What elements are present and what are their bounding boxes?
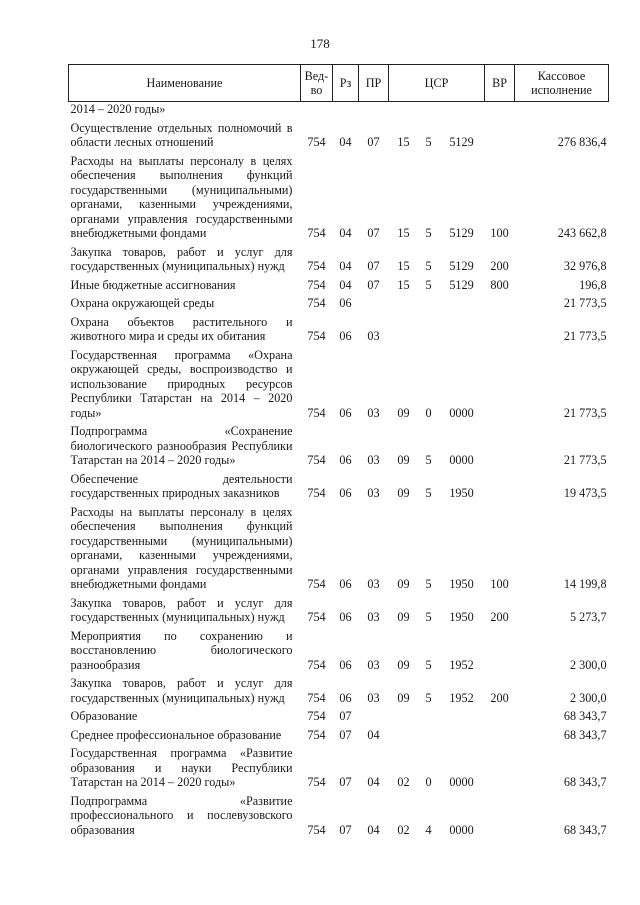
- table-row: [69, 311, 609, 344]
- row-csr-direction: 5129: [449, 277, 474, 292]
- row-rz: 07: [339, 822, 352, 837]
- row-csr-program: 02: [397, 822, 410, 837]
- row-amount: 68 343,7: [563, 775, 607, 789]
- row-name: Подпрограмма «Сохранение биологического разнообразия Республики Татарстан на 2014 – 2020 годы»: [70, 424, 293, 467]
- row-amount: 32 976,8: [563, 259, 607, 273]
- row-rz: 07: [339, 709, 352, 723]
- row-rz: 06: [339, 405, 352, 420]
- row-vr: [485, 724, 515, 743]
- row-ved: 754: [307, 405, 326, 420]
- row-csr-subprogram: 5: [425, 277, 432, 292]
- row-vr: 800: [490, 277, 509, 292]
- row-pr: 03: [367, 690, 380, 705]
- row-name: Государственная программа «Охрана окружающей среды, воспроизводство и использование природных ресурсов Республики Татарстан на 2014 – 2020 годы»: [70, 347, 293, 420]
- row-csr-direction: 5129: [449, 259, 474, 273]
- row-csr-direction: 1952: [449, 657, 474, 672]
- row-pr: 04: [367, 727, 380, 742]
- row-csr-subprogram: 5: [425, 226, 432, 240]
- row-ved: 754: [307, 709, 326, 723]
- row-csr-direction: [439, 705, 485, 724]
- row-rz: 06: [339, 329, 352, 343]
- row-csr-program: 15: [397, 277, 410, 292]
- row-csr-subprogram: 5: [425, 135, 432, 149]
- row-vr: 100: [490, 226, 509, 240]
- table-row: [69, 742, 609, 790]
- row-name: Расходы на выплаты персоналу в целях обеспечения выполнения функций государственными (муниципальными) органами, казенными учреждениями, органами управления государственными внебюджетными фондами: [70, 153, 293, 240]
- row-csr-subprogram: [419, 705, 439, 724]
- header-name: Наименование: [69, 65, 301, 102]
- row-amount: 68 343,7: [563, 709, 607, 723]
- row-name: Иные бюджетные ассигнования: [70, 277, 236, 292]
- row-name: Осуществление отдельных полномочий в области лесных отношений: [70, 120, 293, 149]
- row-csr-direction: 1950: [449, 610, 474, 624]
- row-csr-subprogram: 5: [425, 259, 432, 273]
- row-csr-subprogram: 0: [425, 775, 432, 789]
- row-csr-direction: 1950: [449, 577, 474, 591]
- table-row: [69, 790, 609, 838]
- row-ved: 754: [307, 690, 326, 705]
- row-amount: 5 273,7: [569, 610, 607, 624]
- row-csr-program: [389, 724, 419, 743]
- row-csr-program: 09: [397, 657, 410, 672]
- row-amount: 68 343,7: [563, 727, 607, 742]
- row-pr: 04: [367, 822, 380, 837]
- row-csr-program: 15: [397, 135, 410, 149]
- header-vr: ВР: [485, 65, 515, 102]
- row-amount: 21 773,5: [563, 405, 607, 420]
- header-ved: Вед-во: [301, 65, 333, 102]
- row-amount: 243 662,8: [557, 226, 607, 240]
- row-ved: 754: [307, 296, 326, 310]
- row-csr-direction: 0000: [449, 405, 474, 420]
- row-vr: 200: [490, 259, 509, 273]
- row-vr: [485, 468, 515, 501]
- row-vr: 200: [490, 690, 509, 705]
- row-pr: 07: [367, 135, 380, 149]
- table-row: [69, 117, 609, 150]
- row-csr-program: 15: [397, 259, 410, 273]
- header-amount: Кассовое исполнение: [515, 65, 609, 102]
- row-vr: 200: [490, 610, 509, 624]
- row-csr-program: [389, 311, 419, 344]
- row-csr-direction: [439, 724, 485, 743]
- row-csr-program: 09: [397, 486, 410, 500]
- row-csr-subprogram: [419, 292, 439, 311]
- row-vr: [485, 344, 515, 421]
- row-pr: 03: [367, 329, 380, 343]
- row-csr-program: 15: [397, 226, 410, 240]
- row-vr: [485, 420, 515, 468]
- row-name: Расходы на выплаты персоналу в целях обеспечения выполнения функций государственными (муниципальными) органами, казенными учреждениями, органами управления государственными внебюджетными фондами: [70, 504, 293, 591]
- continuation-text: 2014 – 2020 годы»: [70, 102, 166, 116]
- continuation-row: [69, 102, 609, 117]
- row-pr: 07: [367, 259, 380, 273]
- row-ved: 754: [307, 577, 326, 591]
- row-csr-program: 09: [397, 610, 410, 624]
- row-name: Образование: [70, 709, 138, 723]
- row-ved: 754: [307, 135, 326, 149]
- table-row: [69, 241, 609, 274]
- row-ved: 754: [307, 486, 326, 500]
- row-csr-direction: 1952: [449, 690, 474, 705]
- row-vr: [485, 311, 515, 344]
- page-number: 178: [310, 36, 330, 51]
- row-csr-program: 09: [397, 405, 410, 420]
- row-rz: 06: [339, 296, 352, 310]
- row-csr-subprogram: 4: [425, 822, 432, 837]
- row-pr: 03: [367, 453, 380, 467]
- row-ved: 754: [307, 610, 326, 624]
- row-ved: 754: [307, 329, 326, 343]
- row-rz: 04: [339, 259, 352, 273]
- row-pr: 03: [367, 577, 380, 591]
- row-vr: [485, 742, 515, 790]
- row-ved: 754: [307, 277, 326, 292]
- row-csr-direction: 0000: [449, 822, 474, 837]
- table-row: [69, 150, 609, 241]
- row-rz: 06: [339, 486, 352, 500]
- header-pr: ПР: [359, 65, 389, 102]
- row-pr: 04: [367, 775, 380, 789]
- row-name: Закупка товаров, работ и услуг для государственных (муниципальных) нужд: [70, 676, 293, 705]
- row-rz: 06: [339, 453, 352, 467]
- header-rz: Рз: [333, 65, 359, 102]
- row-csr-subprogram: 5: [425, 657, 432, 672]
- row-amount: 2 300,0: [569, 690, 607, 705]
- row-name: Охрана окружающей среды: [70, 296, 215, 310]
- row-vr: [485, 117, 515, 150]
- table-header: [69, 65, 609, 102]
- table-row: [69, 705, 609, 724]
- table-row: [69, 420, 609, 468]
- row-amount: 68 343,7: [563, 822, 607, 837]
- row-csr-program: 02: [397, 775, 410, 789]
- row-amount: 196,8: [579, 277, 607, 292]
- row-csr-direction: 0000: [449, 453, 474, 467]
- row-vr: [485, 705, 515, 724]
- row-csr-program: [389, 292, 419, 311]
- row-pr: [359, 705, 389, 724]
- row-rz: 04: [339, 277, 352, 292]
- row-ved: 754: [307, 226, 326, 240]
- table-row: [69, 672, 609, 705]
- row-name: Мероприятия по сохранению и восстановлению биологического разнообразия: [70, 628, 293, 672]
- row-pr: 03: [367, 610, 380, 624]
- row-csr-direction: 5129: [449, 135, 474, 149]
- row-name: Охрана объектов растительного и животного мира и среды их обитания: [70, 314, 293, 343]
- row-ved: 754: [307, 453, 326, 467]
- row-name: Закупка товаров, работ и услуг для государственных (муниципальных) нужд: [70, 244, 293, 273]
- row-pr: [359, 292, 389, 311]
- row-pr: 03: [367, 486, 380, 500]
- row-vr: [485, 790, 515, 838]
- row-vr: [485, 625, 515, 673]
- table-row: [69, 292, 609, 311]
- row-csr-subprogram: 5: [425, 690, 432, 705]
- row-csr-subprogram: [419, 724, 439, 743]
- header-csr: ЦСР: [389, 65, 485, 102]
- row-csr-subprogram: [419, 311, 439, 344]
- row-name: Обеспечение деятельности государственных природных заказников: [70, 471, 293, 500]
- row-rz: 06: [339, 690, 352, 705]
- row-vr: [485, 292, 515, 311]
- table-row: [69, 501, 609, 592]
- row-csr-program: 09: [397, 577, 410, 591]
- row-vr: 100: [490, 577, 509, 591]
- row-amount: 19 473,5: [563, 486, 607, 500]
- row-ved: 754: [307, 727, 326, 742]
- row-pr: 07: [367, 277, 380, 292]
- row-csr-direction: [439, 292, 485, 311]
- row-name: Среднее профессиональное образование: [70, 727, 282, 742]
- row-ved: 754: [307, 775, 326, 789]
- budget-table: [68, 64, 609, 837]
- row-amount: 276 836,4: [557, 135, 607, 149]
- row-csr-subprogram: 5: [425, 610, 432, 624]
- row-csr-program: [389, 705, 419, 724]
- row-pr: 07: [367, 226, 380, 240]
- row-ved: 754: [307, 657, 326, 672]
- row-pr: 03: [367, 657, 380, 672]
- row-csr-direction: 1950: [449, 486, 474, 500]
- row-csr-subprogram: 0: [425, 405, 432, 420]
- row-csr-direction: [439, 311, 485, 344]
- row-rz: 06: [339, 657, 352, 672]
- row-csr-subprogram: 5: [425, 577, 432, 591]
- row-name: Государственная программа «Развитие образования и науки Республики Татарстан на 2014 – 2020 годы»: [70, 746, 293, 789]
- row-ved: 754: [307, 259, 326, 273]
- row-ved: 754: [307, 822, 326, 837]
- row-rz: 07: [339, 727, 352, 742]
- row-csr-subprogram: 5: [425, 486, 432, 500]
- table-row: [69, 468, 609, 501]
- row-name: Подпрограмма «Развитие профессионального и послевузовского образования: [70, 793, 293, 837]
- table-row: [69, 274, 609, 293]
- row-rz: 06: [339, 577, 352, 591]
- row-rz: 04: [339, 135, 352, 149]
- row-amount: 21 773,5: [563, 296, 607, 310]
- row-amount: 2 300,0: [569, 657, 607, 672]
- table-row: [69, 592, 609, 625]
- row-rz: 04: [339, 226, 352, 240]
- table-row: [69, 625, 609, 673]
- table-row: [69, 724, 609, 743]
- row-csr-program: 09: [397, 690, 410, 705]
- row-csr-subprogram: 5: [425, 453, 432, 467]
- row-amount: 21 773,5: [563, 453, 607, 467]
- row-amount: 21 773,5: [563, 329, 607, 343]
- row-csr-direction: 0000: [449, 775, 474, 789]
- row-rz: 06: [339, 610, 352, 624]
- row-rz: 07: [339, 775, 352, 789]
- row-amount: 14 199,8: [563, 577, 607, 591]
- row-csr-direction: 5129: [449, 226, 474, 240]
- row-csr-program: 09: [397, 453, 410, 467]
- row-name: Закупка товаров, работ и услуг для государственных (муниципальных) нужд: [70, 595, 293, 624]
- table-row: [69, 344, 609, 421]
- row-pr: 03: [367, 405, 380, 420]
